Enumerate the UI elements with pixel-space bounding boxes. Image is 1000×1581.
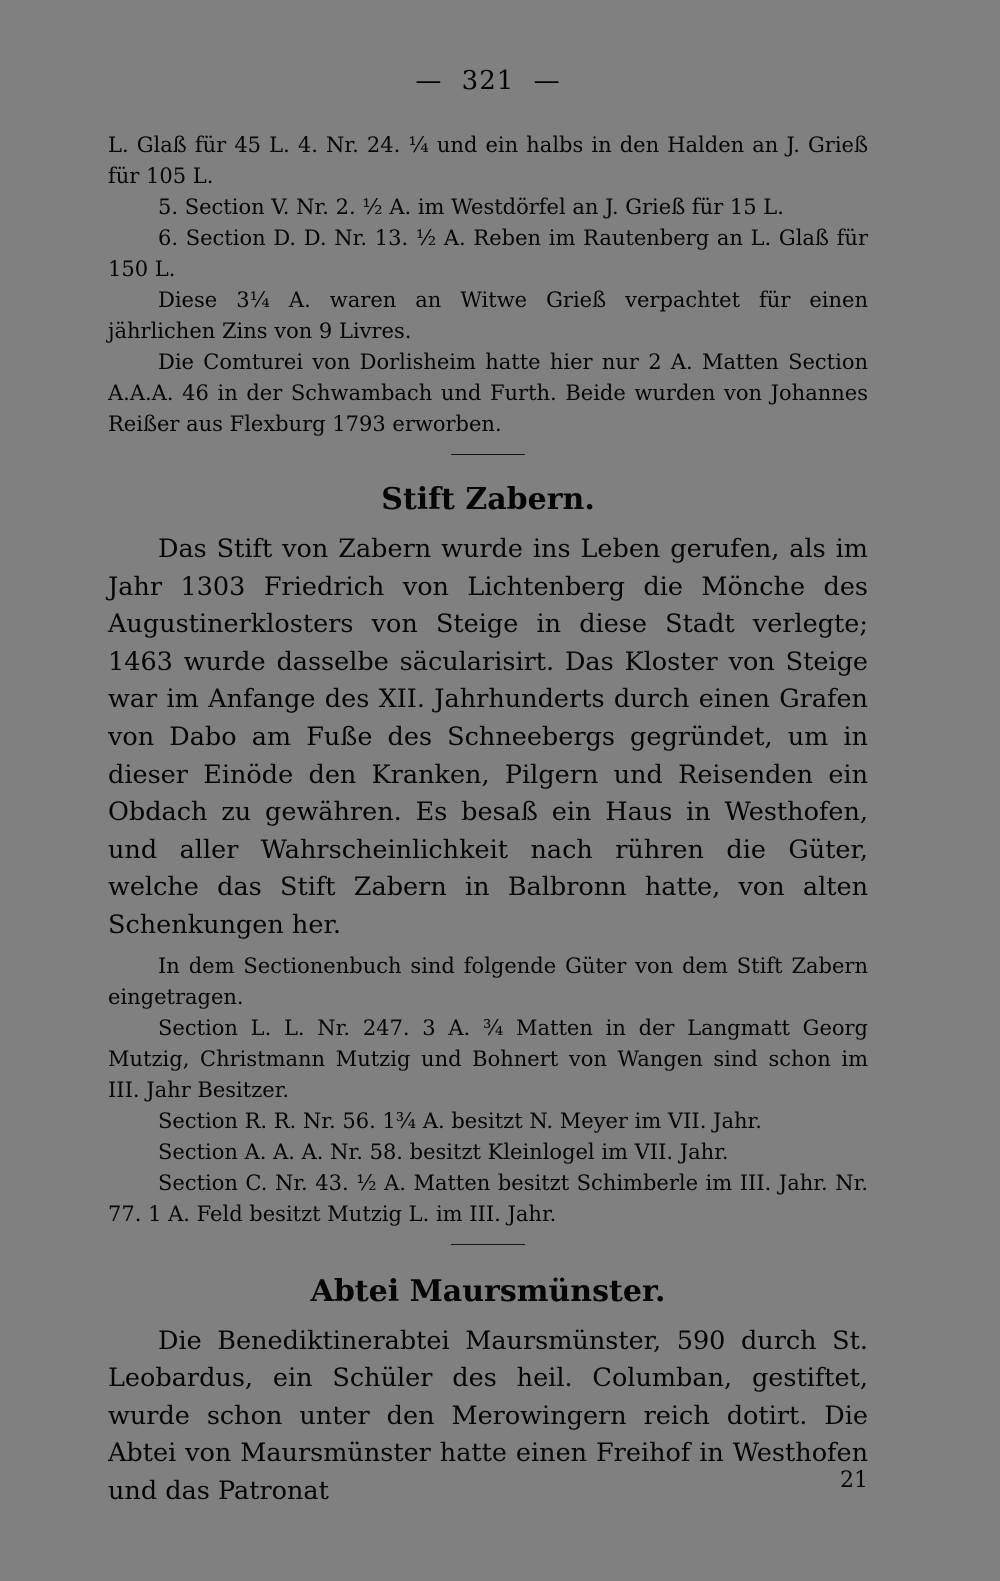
entry-paragraph: Section C. Nr. 43. ½ A. Matten besitzt Schimberle im III. Jahr. Nr. 77. 1 A. Feld besitzt Mutzig L. im III. Jahr. [108,1170,868,1226]
entry-paragraph: Section R. R. Nr. 56. 1¾ A. besitzt N. Meyer im VII. Jahr. [158,1108,762,1133]
page-number: — 321 — [415,66,561,96]
entry-paragraph: 6. Section D. D. Nr. 13. ½ A. Reben im Rautenberg an L. Glaß für 150 L. [108,226,868,281]
entries-block-1 [108,130,868,440]
entry-paragraph: L. Glaß für 45 L. 4. Nr. 24. ¼ und ein halbs in den Halden an J. Grieß für 105 L. [108,133,868,188]
body-text-2 [108,1323,868,1511]
section-divider [451,1244,525,1245]
section-divider [451,454,525,455]
body-paragraph: Das Stift von Zabern wurde ins Leben gerufen, als im Jahr 1303 Friedrich von Lichtenberg die Mönche des Augustinerklosters von Steige in diese Stadt verlegte; 1463 wurde dasselbe säcularisirt. Das Kloster von Steige war im Anfange des XII. Jahrhunderts durch einen Grafen von Dabo am Fuße des Schneebergs gegründet, um in dieser Einöde den Kranken, Pilgern und Reisenden ein Obdach zu gewähren. Es besaß ein Haus in Westhofen, und aller Wahrscheinlichkeit nach rühren die Güter, welche das Stift Zabern in Balbronn hatte, von alten Schenkungen her. [108,534,868,940]
entry-paragraph: 5. Section V. Nr. 2. ½ A. im Westdörfel an J. Grieß für 15 L. [158,195,784,219]
body-text-1 [108,531,868,945]
entry-paragraph: Diese 3¼ A. waren an Witwe Grieß verpachtet für einen jährlichen Zins von 9 Livres. [108,288,868,343]
entry-paragraph: Section L. L. Nr. 247. 3 A. ¾ Matten in der Langmatt Georg Mutzig, Christmann Mutzig und Bohnert von Wangen sind schon im III. Jahr Besitzer. [108,1015,868,1102]
entry-paragraph: Die Comturei von Dorlisheim hatte hier nur 2 A. Matten Section A.A.A. 46 in der Schwambach und Furth. Beide wurden von Johannes Reißer aus Flexburg 1793 erworben. [108,350,868,436]
section-heading: Stift Zabern. [381,482,595,517]
entry-paragraph: In dem Sectionenbuch sind folgende Güter von dem Stift Zabern eingetragen. [108,953,868,1009]
body-paragraph: Die Benediktinerabtei Maursmünster, 590 durch St. Leobardus, ein Schüler des heil. Columban, gestiftet, wurde schon unter den Merowingern reich dotirt. Die Abtei von Maursmünster hatte einen Freihof in Westhofen und das Patronat [108,1325,868,1506]
section-heading: Abtei Maursmünster. [310,1273,666,1309]
entries-block-2 [108,951,868,1230]
entry-paragraph: Section A. A. A. Nr. 58. besitzt Kleinlogel im VII. Jahr. [158,1139,729,1164]
signature-mark: 21 [840,1468,868,1493]
